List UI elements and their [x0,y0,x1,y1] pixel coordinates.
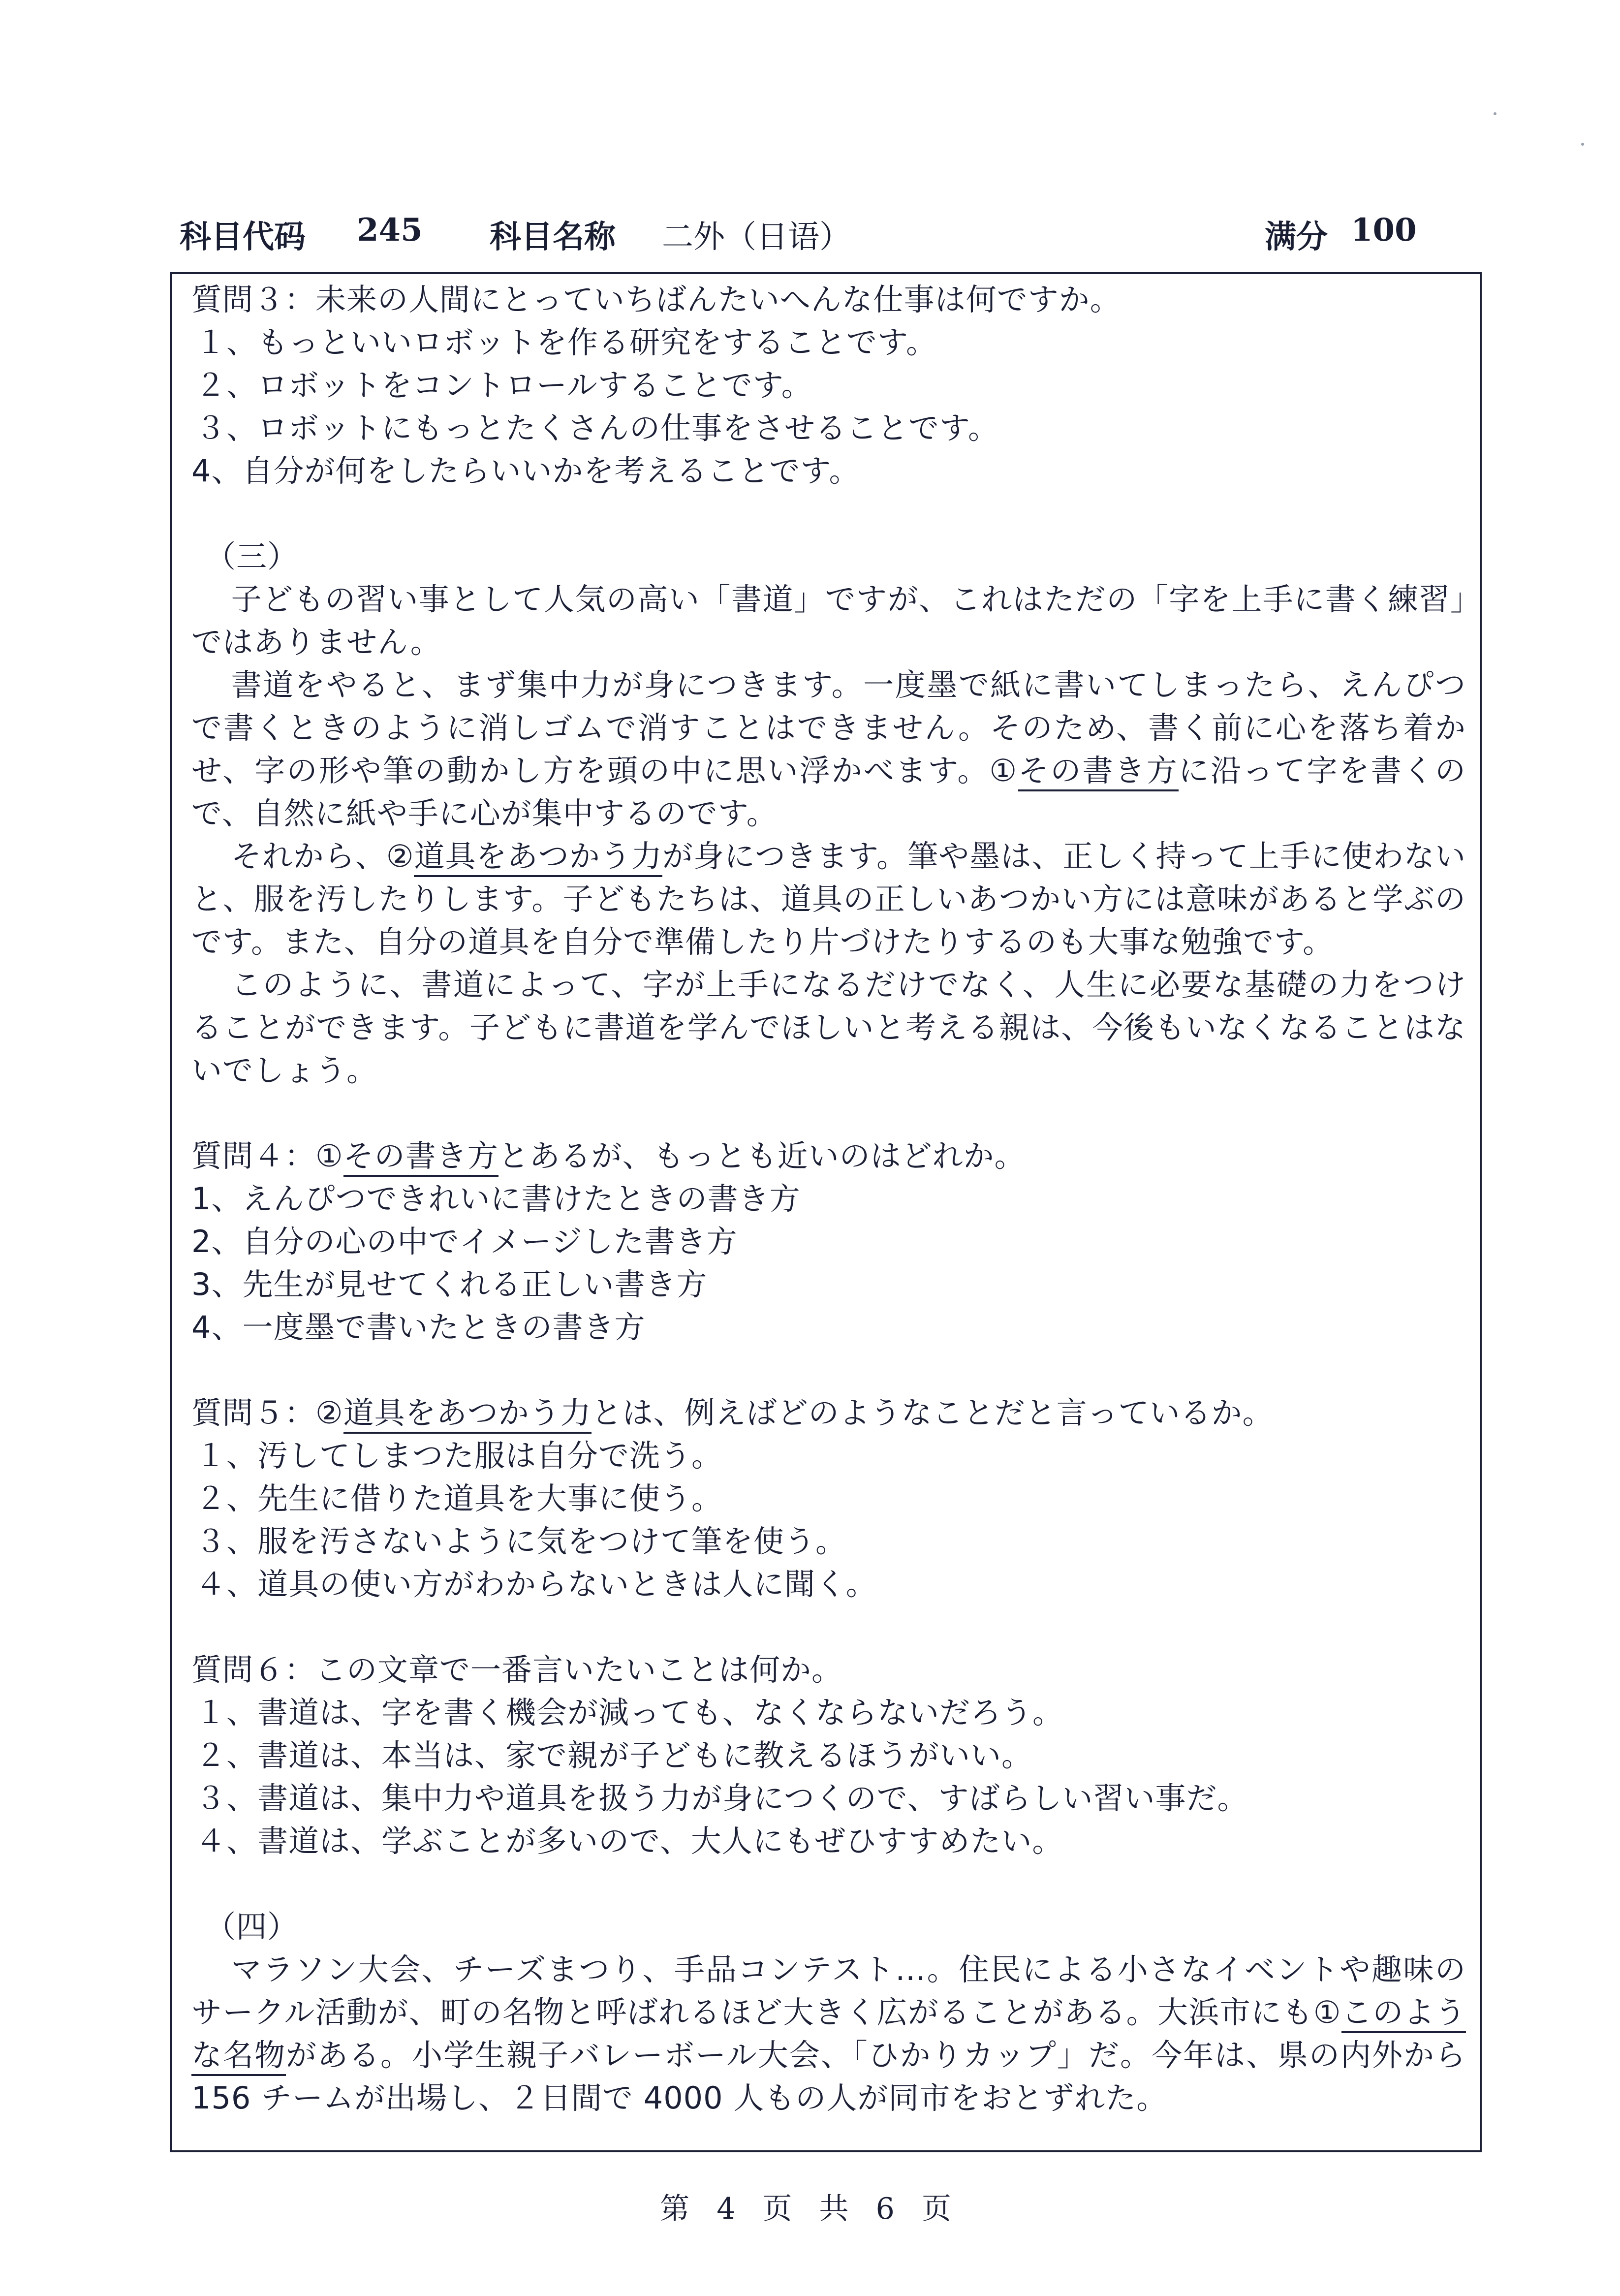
full-score-label: 满分 [1265,219,1328,255]
section-4-paragraph-1 [191,1948,1466,2119]
question-4-suffix: とあるが、もっとも近いのはどれか。 [498,1138,1026,1174]
section-4-passage [191,1905,1466,2119]
question-5-option-1: １、汚してしまつた服は自分で洗う。 [195,1438,723,1474]
question-5 [191,1391,1466,1605]
exam-content-box [170,272,1482,2152]
page-label-after: 页 [921,2192,960,2226]
section-3-paragraph-3 [191,835,1466,963]
question-5-option-4: ４、道具の使い方がわからないときは人に聞く。 [195,1566,877,1602]
question-5-suffix: とは、例えばどのようなことだと言っているか。 [591,1395,1274,1431]
question-6-option-3: ３、書道は、集中力や道具を扱う力が身につくので、すばらしい習い事だ。 [195,1780,1248,1816]
section-3-paragraph-4: このように、書道によって、字が上手になるだけでなく、人生に必要な基礎の力をつけることができます。子どもに書道を学んでほしいと考える親は、今後もいなくなることはないでしょう。 [191,967,1466,1088]
spacer [191,1862,1466,1905]
exam-content [191,278,1466,2119]
spacer [191,492,1466,535]
question-4-option-3: 3、先生が見せてくれる正しい書き方 [191,1266,708,1302]
section-3-paragraph-1: 子どもの習い事として人気の高い「書道」ですが、これはただの「字を上手に書く練習」ではありません。 [191,581,1466,660]
question-3-option-1: １、もっといいロボットを作る研究をすることです。 [195,324,937,360]
paragraph-text: に沿って字を書くので、自然に紙や手に心が集中するのです。 [191,753,1466,831]
underlined-phrase-2: 道具をあつかう力 [414,838,662,877]
question-4-text [191,1134,1466,1177]
question-6 [191,1648,1466,1862]
paragraph-text: 書道をやると、まず集中力が身につきます。一度墨で紙に書いてしまったら、えんぴつで書くときのように消しゴムで消すことはできません。そのため、書く前に心を落ち着かせ、字の形や筆の動かし方を頭の中に思い浮かべます。① [191,667,1466,788]
scan-speck [1494,112,1496,115]
question-5-text [191,1391,1466,1434]
page-total: 6 [875,2192,903,2226]
question-3-text: 質問３：未来の人間にとっていちばんたいへんな仕事は何ですか。 [191,282,1121,317]
exam-header [180,202,1430,256]
page-current: 4 [717,2192,745,2226]
question-4-underlined: その書き方 [343,1138,498,1177]
question-5-option-3: ３、服を汚さないように気をつけて筆を使う。 [195,1523,847,1559]
question-4-option-2: 2、自分の心の中でイメージした書き方 [191,1224,738,1259]
full-score: 100 [1351,212,1417,249]
page-label-before: 第 [660,2192,699,2226]
paragraph-text: それから、② [231,838,414,874]
spacer [191,1092,1466,1134]
question-6-option-2: ２、書道は、本当は、家で親が子どもに教えるほうがいい。 [195,1737,1033,1773]
question-3-option-3: ３、ロボットにもっとたくさんの仕事をさせることです。 [195,410,999,446]
question-3-option-4: 4、自分が何をしたらいいかを考えることです。 [191,453,860,489]
paragraph-text: マラソン大会、チーズまつり、手品コンテスト…。住民による小さなイベントや趣味のサークル活動が、町の名物と呼ばれるほど大きく広がることがある。大浜市にも① [191,1951,1466,2030]
underlined-phrase-1: その書き方 [1018,753,1179,791]
question-5-prefix: 質問５：② [191,1395,343,1431]
question-3 [191,278,1466,492]
question-6-option-1: １、書道は、字を書く機会が減っても、なくならないだろう。 [195,1695,1064,1730]
page-number [0,2185,1620,2228]
question-5-option-2: ２、先生に借りた道具を大事に使う。 [195,1480,723,1516]
question-4 [191,1134,1466,1349]
question-4-option-4: 4、一度墨で書いたときの書き方 [191,1309,646,1345]
question-6-option-4: ４、書道は、学ぶことが多いので、大人にもぜひすすめたい。 [195,1823,1063,1859]
page-label-mid: 页 共 [762,2192,858,2226]
section-3-paragraph-2 [191,663,1466,835]
subject-name-label: 科目名称 [490,219,616,255]
question-6-text: 質問６：この文章で一番言いたいことは何か。 [191,1652,843,1688]
section-3-heading: （三） [205,538,299,574]
section-4-heading: （四） [205,1909,299,1945]
subject-name: 二外（日语） [662,219,851,255]
scan-speck [1581,143,1584,146]
question-5-underlined: 道具をあつかう力 [343,1395,592,1434]
subject-code: 245 [357,212,423,249]
paragraph-text: がある。小学生親子バレーボール大会、「ひかりカップ」だ。今年は、県の内外から 156 チームが出場し、２日間で 4000 人もの人が同市をおとずれた。 [191,2037,1466,2116]
spacer [191,1605,1466,1648]
paragraph-text: が身につきます。筆や墨は、正しく持って上手に使わないと、服を汚したりします。子どもたちは、道具の正しいあつかい方には意味があると学ぶのです。また、自分の道具を自分で準備したり片づけたりするのも大事な勉強です。 [191,838,1466,960]
question-4-prefix: 質問４：① [191,1138,343,1174]
question-4-option-1: 1、えんぴつできれいに書けたときの書き方 [191,1181,801,1217]
section-3-passage [191,535,1466,1092]
question-3-option-2: ２、ロボットをコントロールすることです。 [195,367,812,403]
underlined-phrase-1: このような名物 [191,1994,1466,2076]
spacer [191,1349,1466,1391]
subject-code-label: 科目代码 [180,219,306,255]
